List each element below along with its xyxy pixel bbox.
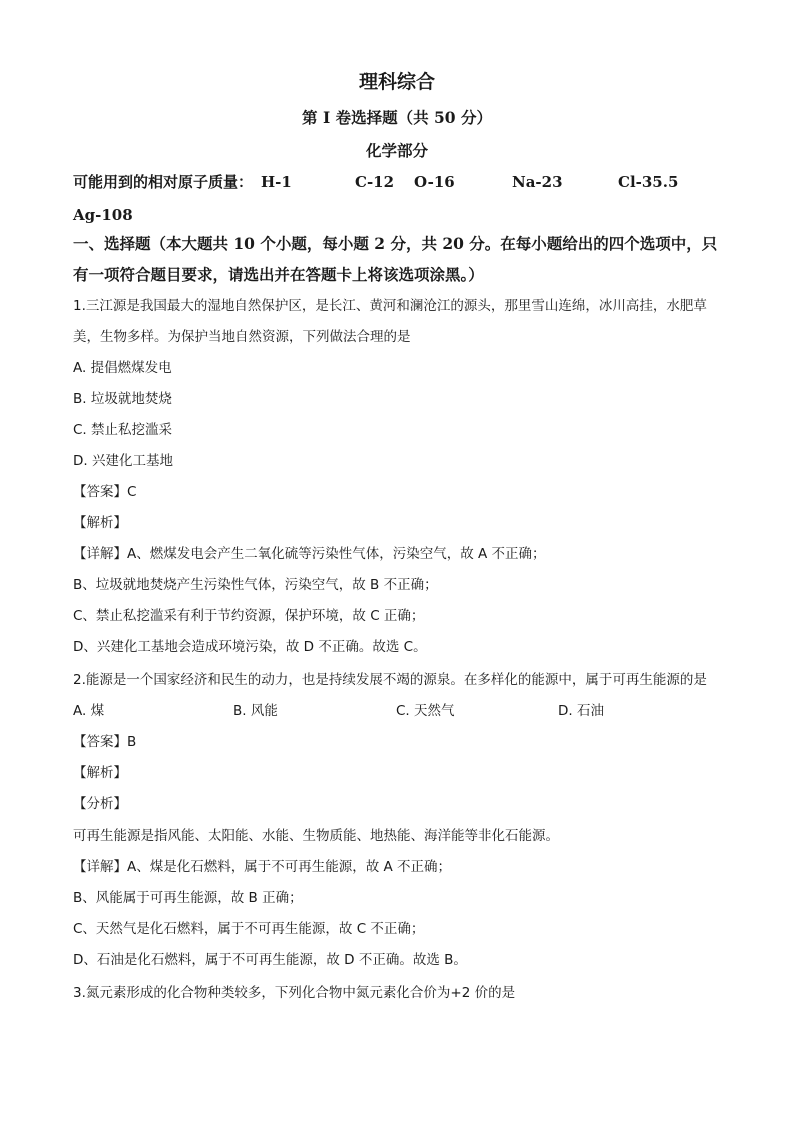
page-title: 理科综合 xyxy=(358,71,435,93)
instructions-line-1: 一、选择题（本大题共 10 个小题，每小题 2 分，共 20 分。在每小题给出的四个选项中，只 xyxy=(73,234,718,253)
q1-stem-line-2: 美，生物多样。为保护当地自然资源，下列做法合理的是 xyxy=(73,329,411,345)
q1-detail-line-4: D、兴建化工基地会造成环境污染，故 D 不正确。故选 C。 xyxy=(73,639,427,655)
q2-analysis-heading: 【解析】 xyxy=(73,765,127,781)
q2-option-d: D. 石油 xyxy=(558,703,604,719)
q2-stem: 2.能源是一个国家经济和民生的动力，也是持续发展不竭的源泉。在多样化的能源中，属于可再生能源的是 xyxy=(73,672,707,688)
q2-answer: 【答案】B xyxy=(73,734,137,750)
q1-stem-line-1: 1.三江源是我国最大的湿地自然保护区，是长江、黄河和澜沧江的源头，那里雪山连绵，冰川高挂，水肥草 xyxy=(73,298,707,314)
instructions-line-2: 有一项符合题目要求，请选出并在答题卡上将该选项涂黑。） xyxy=(73,265,484,284)
q2-option-a: A. 煤 xyxy=(73,703,105,719)
q1-detail-line-1: 【详解】A、燃煤发电会产生二氧化硫等污染性气体，污染空气，故 A 不正确； xyxy=(73,546,546,562)
q1-detail-line-2: B、垃圾就地焚烧产生污染性气体，污染空气，故 B 不正确； xyxy=(73,577,438,593)
q2-fenxi-heading: 【分析】 xyxy=(73,796,127,812)
q3-stem: 3.氮元素形成的化合物种类较多，下列化合物中氮元素化合价为+2 价的是 xyxy=(73,985,516,1001)
page-subtitle: 第 I 卷选择题（共 50 分） xyxy=(302,108,492,127)
atomic-mass-na: Na-23 xyxy=(512,173,563,191)
q2-detail-line-4: D、石油是化石燃料，属于不可再生能源，故 D 不正确。故选 B。 xyxy=(73,952,467,968)
q1-option-c: C. 禁止私挖滥采 xyxy=(73,422,173,438)
q2-option-b: B. 风能 xyxy=(233,703,278,719)
atomic-mass-cl: Cl-35.5 xyxy=(618,173,679,191)
atomic-mass-row xyxy=(73,172,733,192)
q2-detail-line-1: 【详解】A、煤是化石燃料，属于不可再生能源，故 A 不正确； xyxy=(73,859,452,875)
section-title: 化学部分 xyxy=(365,141,428,160)
atomic-mass-c: C-12 xyxy=(355,173,395,191)
q1-analysis-heading: 【解析】 xyxy=(73,515,127,531)
q2-option-c: C. 天然气 xyxy=(396,703,455,719)
atomic-mass-label: 可能用到的相对原子质量： xyxy=(73,173,254,191)
q1-option-a: A. 提倡燃煤发电 xyxy=(73,360,172,376)
q2-detail-line-3: C、天然气是化石燃料，属于不可再生能源，故 C 不正确； xyxy=(73,921,425,937)
atomic-mass-ag: Ag-108 xyxy=(73,206,133,224)
q2-detail-line-2: B、风能属于可再生能源，故 B 正确； xyxy=(73,890,303,906)
atomic-mass-o: O-16 xyxy=(414,173,455,191)
q1-detail-line-3: C、禁止私挖滥采有利于节约资源，保护环境，故 C 正确； xyxy=(73,608,425,624)
q2-fenxi-text: 可再生能源是指风能、太阳能、水能、生物质能、地热能、海洋能等非化石能源。 xyxy=(73,828,559,844)
q1-option-d: D. 兴建化工基地 xyxy=(73,453,173,469)
atomic-mass-h: H-1 xyxy=(261,173,292,191)
q1-option-b: B. 垃圾就地焚烧 xyxy=(73,391,172,407)
q1-answer: 【答案】C xyxy=(73,484,137,500)
